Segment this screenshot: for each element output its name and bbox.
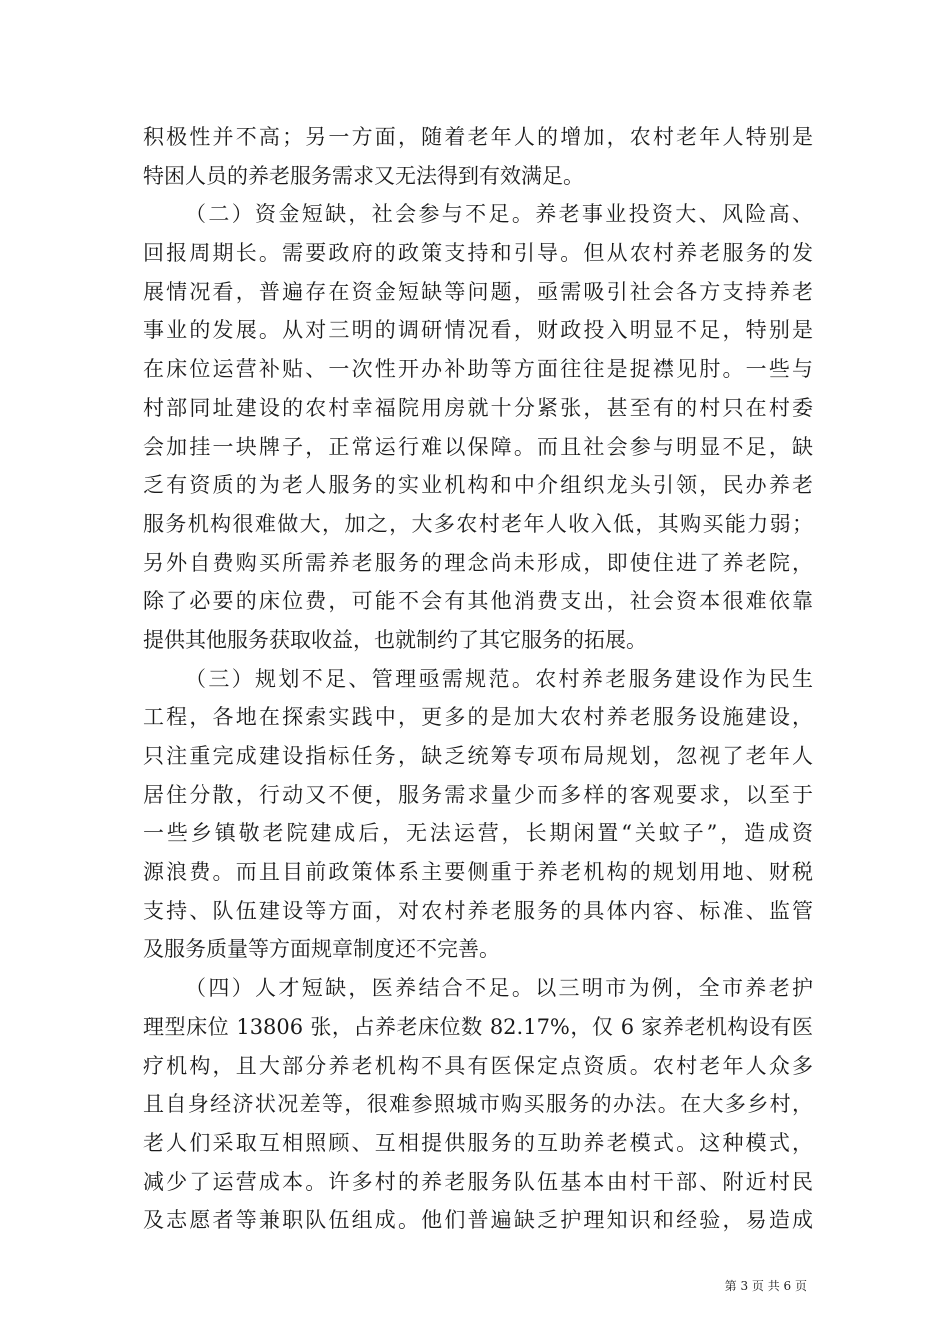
text-line: 减少了运营成本。许多村的养老服务队伍基本由村干部、附近村民 bbox=[143, 1169, 813, 1194]
text-line: 且自身经济状况差等，很难参照城市购买服务的办法。在大多乡村， bbox=[143, 1092, 813, 1117]
text-line: 居住分散，行动又不便，服务需求量少而多样的客观要求，以至于 bbox=[143, 782, 813, 807]
text-line: 乏有资质的为老人服务的实业机构和中介组织龙头引领，民办养老 bbox=[143, 473, 813, 498]
text-line: 疗机构，且大部分养老机构不具有医保定点资质。农村老年人众多 bbox=[143, 1053, 813, 1078]
text-line: 积极性并不高；另一方面，随着老年人的增加，农村老年人特别是 bbox=[143, 125, 813, 149]
paragraph-heading-line: （二）资金短缺，社会参与不足。养老事业投资大、风险高、 bbox=[185, 202, 813, 227]
text-line: 另外自费购买所需养老服务的理念尚未形成，即使住进了养老院， bbox=[143, 550, 813, 575]
text-line: 一些乡镇敬老院建成后，无法运营，长期闲置“关蚊子”，造成资 bbox=[143, 821, 813, 846]
text-line: 会加挂一块牌子，正常运行难以保障。而且社会参与明显不足，缺 bbox=[143, 434, 813, 459]
page-number: 第 3 页 共 6 页 bbox=[724, 1279, 807, 1293]
text-line: 老人们采取互相照顾、互相提供服务的互助养老模式。这种模式， bbox=[143, 1130, 813, 1155]
text-line: 及服务质量等方面规章制度还不完善。 bbox=[143, 937, 500, 962]
text-line: 除了必要的床位费，可能不会有其他消费支出，社会资本很难依靠 bbox=[143, 589, 813, 614]
paragraph-heading-line: （三）规划不足、管理亟需规范。农村养老服务建设作为民生 bbox=[185, 666, 813, 691]
text-line: 服务机构很难做大，加之，大多农村老年人收入低，其购买能力弱； bbox=[143, 511, 813, 536]
text-line: 回报周期长。需要政府的政策支持和引导。但从农村养老服务的发 bbox=[143, 241, 813, 266]
text-line: 特困人员的养老服务需求又无法得到有效满足。 bbox=[143, 163, 584, 188]
text-line: 村部同址建设的农村幸福院用房就十分紧张，甚至有的村只在村委 bbox=[143, 395, 813, 420]
text-line: 及志愿者等兼职队伍组成。他们普遍缺乏护理知识和经验，易造成 bbox=[143, 1208, 813, 1233]
text-line: 只注重完成建设指标任务，缺乏统筹专项布局规划，忽视了老年人 bbox=[143, 744, 813, 768]
text-line: 展情况看，普遍存在资金短缺等问题，亟需吸引社会各方支持养老 bbox=[143, 279, 813, 304]
body-text bbox=[143, 118, 813, 1240]
text-line: 工程，各地在探索实践中，更多的是加大农村养老服务设施建设， bbox=[143, 705, 813, 730]
text-line: 支持、队伍建设等方面，对农村养老服务的具体内容、标准、监管 bbox=[143, 898, 813, 923]
text-line: 理型床位 13806 张，占养老床位数 82.17%，仅 6 家养老机构设有医 bbox=[143, 1014, 813, 1039]
paragraph-heading-line: （四）人才短缺，医养结合不足。以三明市为例，全市养老护 bbox=[185, 976, 813, 1001]
text-line: 源浪费。而且目前政策体系主要侧重于养老机构的规划用地、财税 bbox=[143, 860, 813, 885]
text-line: 事业的发展。从对三明的调研情况看，财政投入明显不足，特别是 bbox=[143, 318, 813, 343]
text-line: 提供其他服务获取收益，也就制约了其它服务的拓展。 bbox=[143, 627, 647, 652]
text-line: 在床位运营补贴、一次性开办补助等方面往往是捉襟见肘。一些与 bbox=[143, 357, 813, 382]
